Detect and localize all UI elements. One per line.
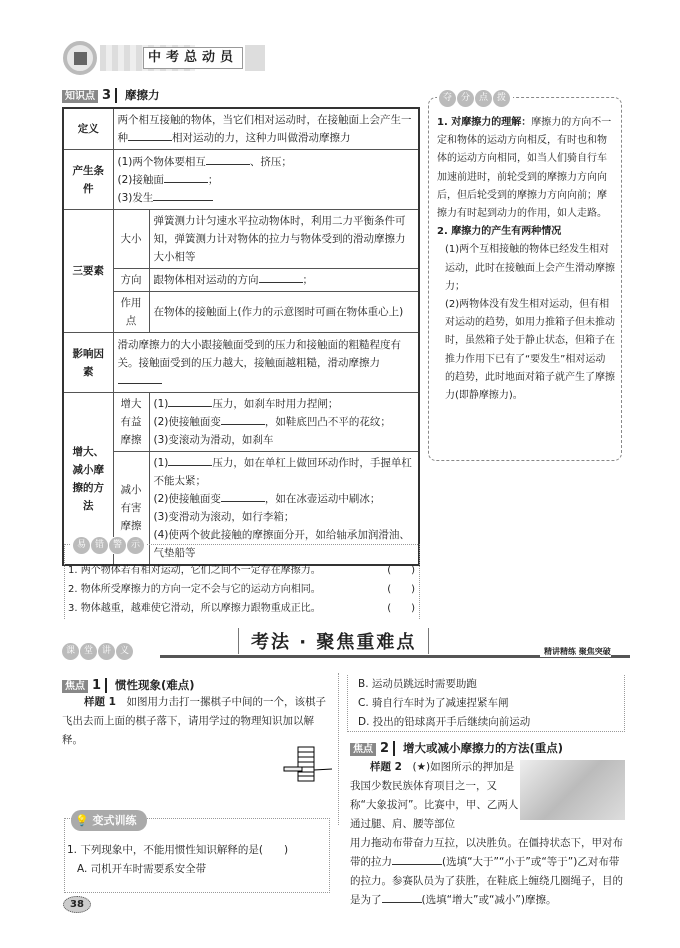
answer-blank[interactable] bbox=[153, 190, 213, 201]
page-number: 38 bbox=[63, 896, 91, 913]
answer-bracket[interactable]: ( ) bbox=[387, 584, 415, 595]
answer-blank[interactable] bbox=[168, 396, 212, 407]
answer-blank[interactable] bbox=[392, 854, 442, 865]
checker-stack-figure bbox=[282, 745, 334, 785]
direction-cell: 跟物体相对运动的方向 ； bbox=[149, 269, 419, 292]
lightbulb-icon: 💡 bbox=[75, 814, 89, 827]
practice-box bbox=[64, 814, 330, 893]
sub-label: 增大有益摩擦 bbox=[113, 393, 149, 452]
quiz-item: 1. 两个物体若有相对运动，它们之间不一定存在摩擦力。 ( ) bbox=[68, 561, 415, 580]
section-subtitle: 精讲精练 聚焦突破 bbox=[540, 646, 611, 657]
answer-blank[interactable] bbox=[206, 154, 250, 165]
row-label: 影响因素 bbox=[63, 333, 113, 393]
answer-blank[interactable] bbox=[221, 414, 265, 425]
column-divider bbox=[338, 673, 339, 825]
row-label: 三要素 bbox=[63, 210, 113, 333]
row-label: 增大、减小摩擦的方法 bbox=[63, 393, 113, 566]
tip-2b: (2)两物体没有发生相对运动，但有相对运动的趋势，如用力推箱子但未推动时，虽然箱子处于静止状态，但箱子在推力作用下已有了“要发生”相对运动的趋势，此时地面对箱子就产生了摩擦力(即静摩擦力)。 bbox=[445, 299, 615, 402]
quiz-badge: 易 错 警 示 bbox=[71, 537, 147, 554]
tips-box bbox=[428, 93, 622, 461]
answer-blank[interactable] bbox=[259, 272, 303, 283]
answer-blank[interactable] bbox=[382, 892, 422, 903]
point-cell: 在物体的接触面上(作力的示意图时可画在物体重心上) bbox=[149, 292, 419, 333]
decrease-cell: (1) 压力，如在单杠上做回环动作时，手握单杠不能太紧； (2)使接触面变 ，如在冰壶运动中刷冰； (3)变滑动为滚动，如行李箱； (4)使两个彼此接触的摩擦面分开，如给轴承加润滑油、气垫船等 bbox=[149, 452, 419, 566]
answer-bracket[interactable]: ( ) bbox=[387, 565, 415, 576]
practice-badge: 💡 变式训练 bbox=[71, 810, 147, 831]
answer-blank[interactable] bbox=[168, 455, 212, 466]
practice-options-cont bbox=[347, 675, 625, 732]
factors-cell: 滑动摩擦力的大小跟接触面受到的压力和接触面的粗糙程度有关。接触面受到的压力越大，接触面越粗糙，滑动摩擦力 bbox=[113, 333, 419, 393]
tug-of-war-photo bbox=[520, 760, 625, 820]
example-1: 样题 1 如图用力击打一摞棋子中间的一个，该棋子飞出去而上面的棋子落下，请用学过的物理知识加以解释。 bbox=[62, 696, 326, 746]
definition-cell: 两个相互接触的物体，当它们相对运动时，在接触面上会产生一种 相对运动的力，这种力叫做滑动摩擦力 bbox=[113, 108, 419, 150]
mistake-quiz bbox=[64, 540, 420, 619]
option-b[interactable]: B. 运动员跳远时需要助跑 bbox=[358, 678, 477, 690]
sub-label: 作用点 bbox=[113, 292, 149, 333]
increase-cell: (1) 压力，如刹车时用力捏闸； (2)使接触面变 ，如鞋底凹凸不平的花纹； (3)变滚动为滑动，如刹车 bbox=[149, 393, 419, 452]
section-badge: 课 堂 讲 义 bbox=[62, 643, 134, 660]
tip-2-title: 2. 摩擦力的产生有两种情况 bbox=[437, 226, 562, 238]
section-title: 考法 · 聚焦重难点 bbox=[238, 628, 429, 654]
conditions-cell: (1)两个物体要相互 、挤压； (2)接触面 ； (3)发生 bbox=[113, 150, 419, 210]
example-2-intro: 样题 2 (★)如图所示的押加是我国少数民族体育项目之一，又称“大象拔河”。比赛中，甲、乙两人通过腿、肩、腰等部位 bbox=[350, 761, 519, 830]
quiz-item: 2. 物体所受摩擦力的方向一定不会与它的运动方向相同。 ( ) bbox=[68, 580, 415, 599]
example-2-body: 用力拖动布带奋力互拉，以决胜负。在僵持状态下，甲对布带的拉力 (选填“大于”“小于”或“等于”)乙对布带的拉力。参赛队员为了获胜，在鞋底上缠绕几圈绳子，目的是为了 (选填“增大”或“减小”)摩擦。 bbox=[350, 837, 623, 906]
row-label: 定义 bbox=[63, 108, 113, 150]
header-title: 中考总动员 bbox=[143, 47, 243, 69]
tip-2a: (1)两个互相接触的物体已经发生相对运动，此时在接触面上会产生滑动摩擦力； bbox=[445, 244, 615, 292]
quiz-item: 3. 物体越重，越难使它滑动，所以摩擦力跟物重成正比。 ( ) bbox=[68, 599, 415, 618]
answer-blank[interactable] bbox=[164, 172, 208, 183]
option-a[interactable]: A. 司机开车时需要系安全带 bbox=[77, 863, 207, 875]
tip-1: 1. 对摩擦力的理解：摩擦力的方向不一定和物体的运动方向相反，有时也和物体的运动方向相同，如当人们骑自行车加速前进时，前轮受到的摩擦力方向向后，但后轮受到的摩擦力方向向前；摩擦力有时起到动力的作用，如人走路。 bbox=[437, 117, 612, 220]
knowledge-title: 摩擦力 bbox=[125, 88, 160, 102]
focus1-heading: 焦点 1 惯性现象(难点) bbox=[62, 677, 195, 693]
row-label: 产生条件 bbox=[63, 150, 113, 210]
sub-label: 方向 bbox=[113, 269, 149, 292]
answer-bracket[interactable]: ( ) bbox=[387, 603, 415, 614]
header-decoration bbox=[245, 45, 265, 71]
knowledge-heading bbox=[62, 87, 160, 103]
knowledge-number: 3 bbox=[98, 88, 117, 103]
option-d[interactable]: D. 投出的铅球离开手后继续向前运动 bbox=[358, 716, 531, 728]
answer-blank[interactable] bbox=[118, 373, 162, 384]
practice-question: 1. 下列现象中，不能用惯性知识解释的是( ) bbox=[67, 844, 289, 856]
tips-badge: 夺 分 点 拨 bbox=[437, 89, 513, 107]
knowledge-tag: 知识点 bbox=[62, 90, 98, 103]
sub-label: 减小有害摩擦 bbox=[113, 452, 149, 566]
sub-label: 大小 bbox=[113, 210, 149, 269]
answer-blank[interactable] bbox=[221, 491, 265, 502]
friction-table bbox=[62, 107, 420, 566]
answer-blank[interactable] bbox=[128, 130, 172, 141]
option-c[interactable]: C. 骑自行车时为了减速捏紧车闸 bbox=[358, 697, 509, 709]
focus2-heading: 焦点 2 增大或减小摩擦力的方法(重点) bbox=[350, 740, 563, 756]
size-cell: 弹簧测力计匀速水平拉动物体时，利用二力平衡条件可知，弹簧测力计对物体的拉力与物体受到的滑动摩擦力大小相等 bbox=[149, 210, 419, 269]
header-logo-icon bbox=[63, 41, 97, 75]
